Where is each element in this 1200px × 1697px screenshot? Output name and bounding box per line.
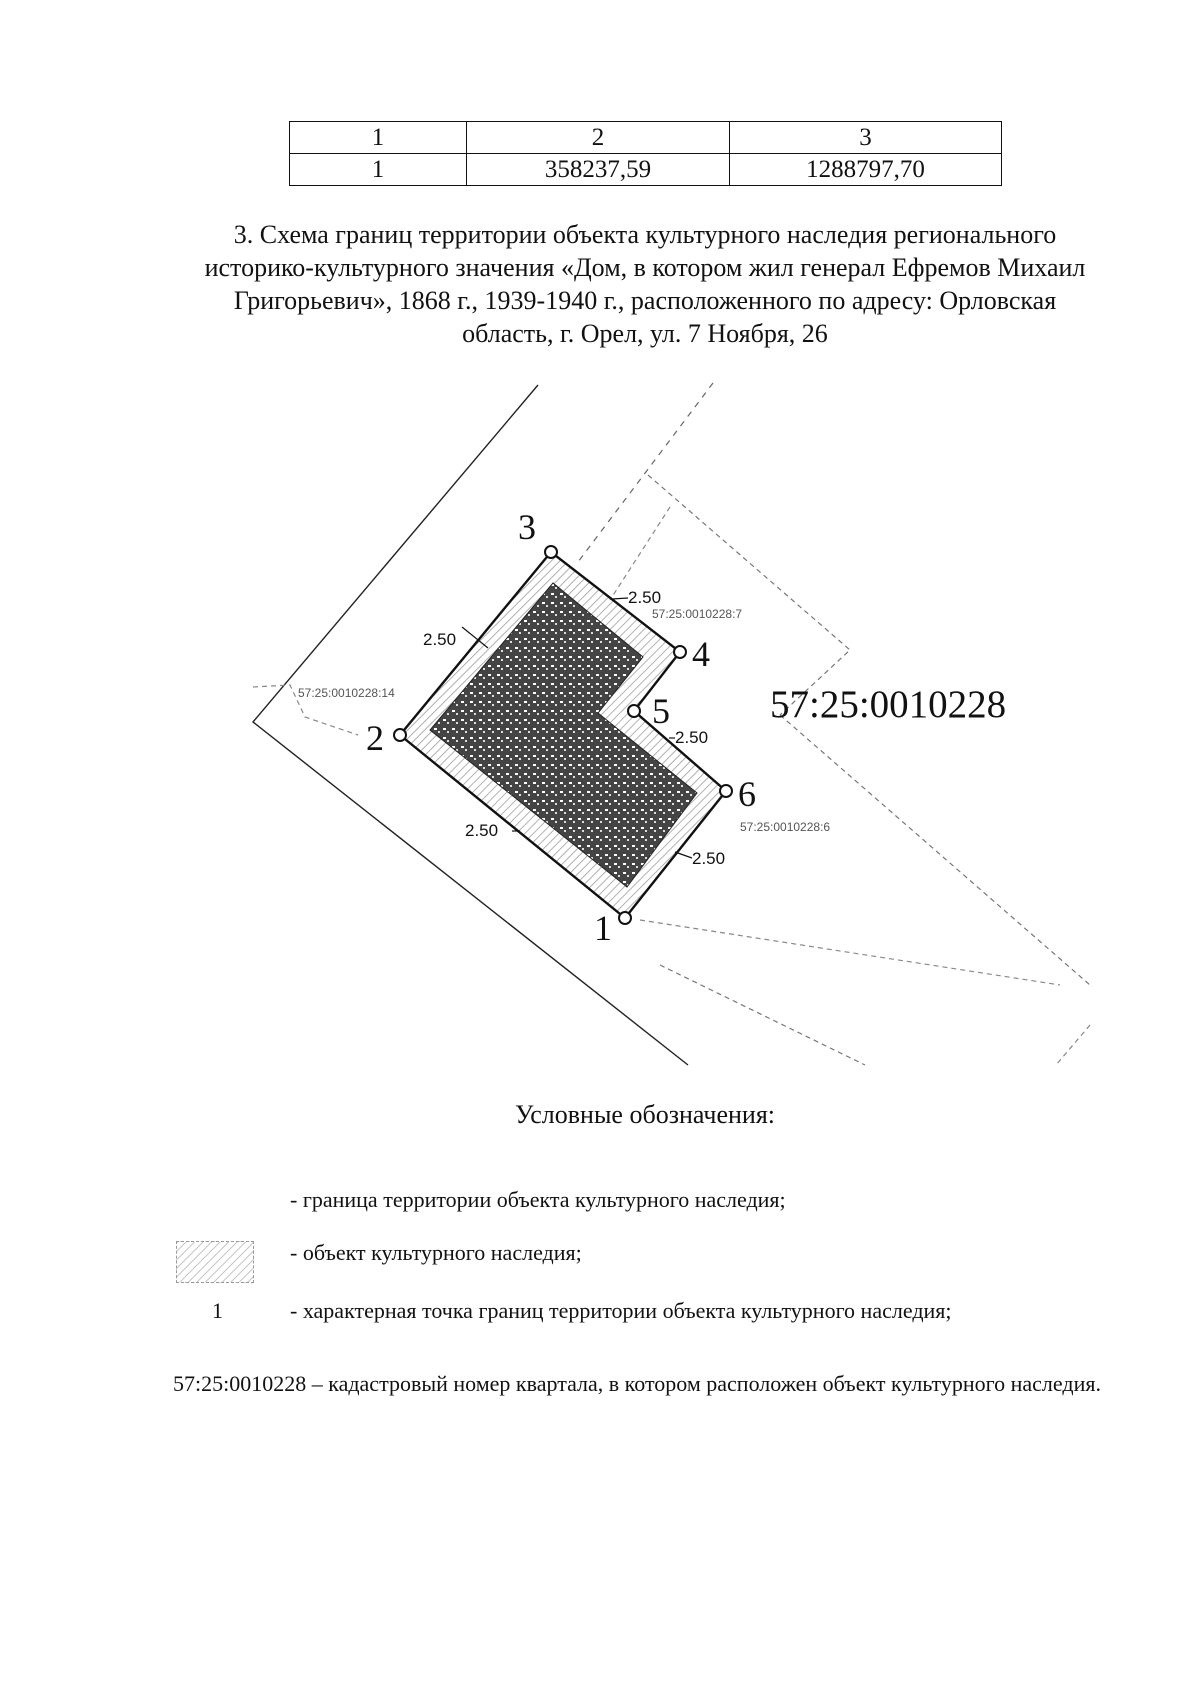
- coordinates-table: [289, 121, 1002, 186]
- heading-line: историко-культурного значения «Дом, в котором жил генерал Ефремов Михаил: [204, 253, 1086, 282]
- street-line: [578, 383, 713, 562]
- offset-label: 2.50: [628, 588, 662, 607]
- point-marker: [545, 546, 557, 558]
- parcel-line: [648, 475, 850, 715]
- point-label: 4: [692, 634, 710, 674]
- heading-line: Григорьевич», 1868 г., 1939-1940 г., расположенного по адресу: Орловская: [233, 286, 1057, 315]
- parcel-label: 57:25:0010228:7: [652, 607, 743, 621]
- parcel-line: [640, 920, 1060, 985]
- point-marker: [628, 705, 640, 717]
- legend-boundary-text: - граница территории объекта культурного наследия;: [290, 1187, 786, 1212]
- boundary-scheme: [0, 365, 1200, 1085]
- table-header-row: [290, 122, 1002, 154]
- offset-label: 2.50: [675, 728, 709, 747]
- heading-line: 3. Схема границ территории объекта культурного наследия регионального: [233, 220, 1057, 249]
- parcel-line: [660, 965, 865, 1065]
- table-header-cell: 1: [290, 122, 467, 154]
- parcel-line: [780, 715, 1090, 985]
- table-row: [290, 154, 1002, 186]
- point-label: 3: [518, 507, 536, 547]
- point-marker: [674, 646, 686, 658]
- point-label: 5: [652, 691, 670, 731]
- heading-line: область, г. Орел, ул. 7 Ноября, 26: [462, 319, 828, 348]
- legend-point-symbol: 1: [212, 1298, 223, 1323]
- heritage-object-swatch: [176, 1241, 254, 1283]
- point-marker: [394, 729, 406, 741]
- point-label: 1: [594, 908, 612, 948]
- parcel-line: [610, 507, 670, 600]
- point-marker: [720, 785, 732, 797]
- quarter-number-label: 57:25:0010228: [770, 683, 1007, 726]
- table-header-cell: 3: [730, 122, 1002, 154]
- x-coordinate-cell: 358237,59: [467, 154, 730, 186]
- legend-point-text: - характерная точка границ территории объекта культурного наследия;: [290, 1298, 952, 1323]
- legend-title: Условные обозначения:: [514, 1100, 776, 1129]
- parcel-label: 57:25:0010228:14: [298, 686, 395, 700]
- legend-object-text: - объект культурного наследия;: [290, 1240, 582, 1265]
- point-marker: [619, 912, 631, 924]
- parcel-label: 57:25:0010228:6: [740, 820, 831, 834]
- offset-label: 2.50: [465, 821, 499, 840]
- scheme-heading: [170, 218, 1120, 350]
- y-coordinate-cell: 1288797,70: [730, 154, 1002, 186]
- point-label: 2: [366, 718, 384, 758]
- point-number-cell: 1: [290, 154, 467, 186]
- quarter-note: 57:25:0010228 – кадастровый номер квартала, в котором расположен объект культурного наследия.: [173, 1371, 1101, 1396]
- parcel-line: [1056, 1025, 1090, 1065]
- table-header-cell: 2: [467, 122, 730, 154]
- offset-label: 2.50: [692, 849, 726, 868]
- offset-label: 2.50: [423, 630, 457, 649]
- point-label: 6: [738, 774, 756, 814]
